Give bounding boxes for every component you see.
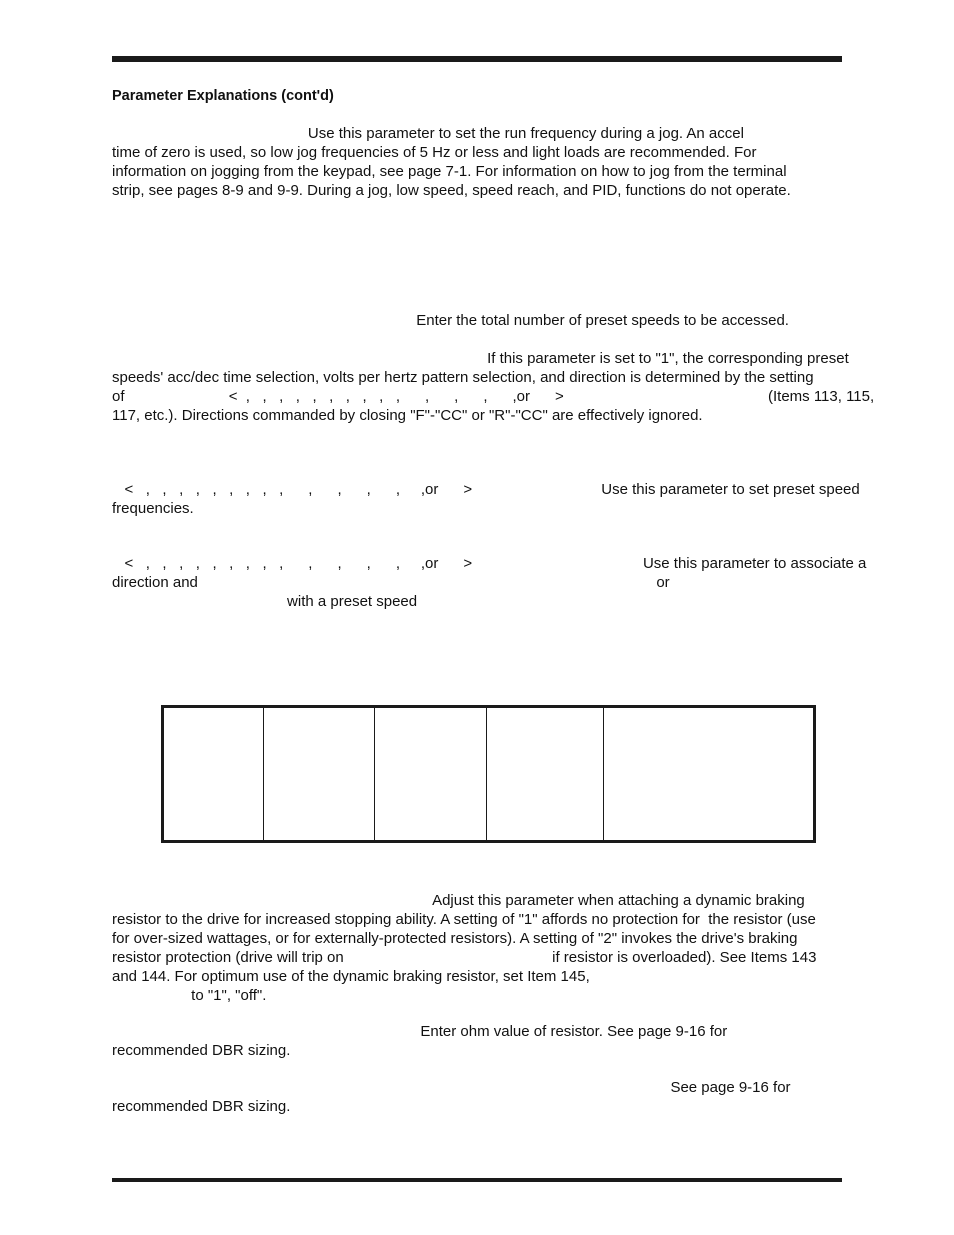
- table-column-divider: [263, 708, 264, 840]
- paragraph-line: time of zero is used, so low jog frequencies of 5 Hz or less and light loads are recommended. For: [112, 144, 757, 161]
- jog-frequency-paragraph: [112, 124, 842, 200]
- dbr-ohm-paragraph: [112, 1022, 842, 1060]
- paragraph-line: < , , , , , , , , , , , , , ,or > Use this parameter to set preset speed: [112, 481, 860, 498]
- bottom-rule: [112, 1178, 842, 1182]
- table-column-divider: [486, 708, 487, 840]
- preset-mode-paragraph: [112, 349, 875, 425]
- paragraph-line: information on jogging from the keypad, see page 7-1. For information on how to jog from the terminal: [112, 163, 787, 180]
- preset-count-paragraph: [112, 311, 842, 330]
- section-heading: Parameter Explanations (cont'd): [112, 88, 334, 104]
- paragraph-line: Adjust this parameter when attaching a dynamic braking: [112, 892, 805, 909]
- paragraph-line: Enter the total number of preset speeds to be accessed.: [112, 312, 789, 329]
- preset-direction-paragraph: [112, 554, 867, 611]
- paragraph-line: for over-sized wattages, or for externally-protected resistors). A setting of "2" invokes the drive's braking: [112, 930, 798, 947]
- table-column-divider: [374, 708, 375, 840]
- preset-speed-table: [161, 705, 816, 843]
- top-rule: [112, 56, 842, 62]
- paragraph-line: recommended DBR sizing.: [112, 1098, 291, 1115]
- paragraph-line: with a preset speed: [112, 593, 418, 610]
- paragraph-line: of < , , , , , , , , , , , , , ,or > (Items 113, 115,: [112, 388, 875, 405]
- paragraph-line: direction and or: [112, 574, 670, 591]
- paragraph-line: and 144. For optimum use of the dynamic braking resistor, set Item 145,: [112, 968, 590, 985]
- paragraph-line: 117, etc.). Directions commanded by closing "F"-"CC" or "R"-"CC" are effectively ignored.: [112, 407, 703, 424]
- paragraph-line: Enter ohm value of resistor. See page 9-16 for: [112, 1023, 728, 1040]
- paragraph-line: recommended DBR sizing.: [112, 1042, 291, 1059]
- paragraph-line: resistor protection (drive will trip on if resistor is overloaded). See Items 143: [112, 949, 817, 966]
- dbr-protection-paragraph: [112, 891, 842, 1005]
- paragraph-line: speeds' acc/dec time selection, volts per hertz pattern selection, and direction is determined by the setting: [112, 369, 814, 386]
- paragraph-line: frequencies.: [112, 500, 194, 517]
- preset-frequency-paragraph: [112, 480, 860, 518]
- paragraph-line: strip, see pages 8-9 and 9-9. During a jog, low speed, speed reach, and PID, functions do not operate.: [112, 182, 791, 199]
- paragraph-line: Use this parameter to set the run frequency during a jog. An accel: [112, 125, 744, 142]
- dbr-wattage-paragraph: [112, 1078, 842, 1116]
- paragraph-line: resistor to the drive for increased stopping ability. A setting of "1" affords no protection for the resistor (use: [112, 911, 816, 928]
- paragraph-line: See page 9-16 for: [112, 1079, 791, 1096]
- table-column-divider: [603, 708, 604, 840]
- paragraph-line: < , , , , , , , , , , , , , ,or > Use this parameter to associate a: [112, 555, 867, 572]
- paragraph-line: to "1", "off".: [112, 987, 267, 1004]
- paragraph-line: If this parameter is set to "1", the corresponding preset: [112, 350, 849, 367]
